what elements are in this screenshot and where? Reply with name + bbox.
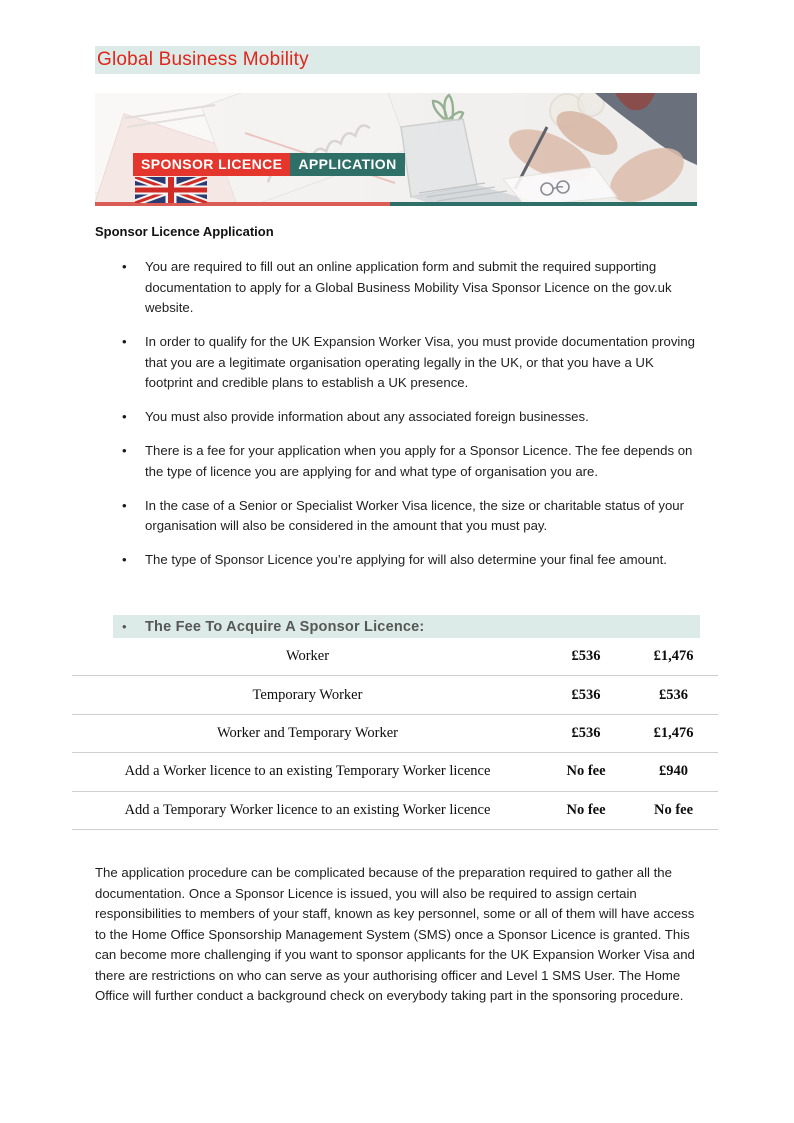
section-heading: Sponsor Licence Application xyxy=(95,224,274,239)
fee-value: £940 xyxy=(659,763,688,780)
fee-section-title: The Fee To Acquire A Sponsor Licence: xyxy=(145,618,425,635)
bullet-icon: • xyxy=(122,409,127,424)
bullet-text: The type of Sponsor Licence you’re applying for will also determine your final fee amount. xyxy=(145,552,667,567)
page-title: Global Business Mobility xyxy=(97,49,309,70)
table-row xyxy=(72,676,718,714)
fee-row-label: Temporary Worker xyxy=(252,686,363,703)
list-item xyxy=(95,550,705,571)
table-row xyxy=(72,753,718,791)
bullet-icon: • xyxy=(122,443,127,458)
list-item xyxy=(95,407,705,428)
fee-row-label: Add a Worker licence to an existing Temporary Worker licence xyxy=(124,763,491,780)
banner-label-sponsor-licence: SPONSOR LICENCE xyxy=(133,153,290,176)
bullet-icon: • xyxy=(122,619,127,634)
fee-value: £536 xyxy=(571,686,601,703)
list-item xyxy=(95,257,705,319)
banner-label-application: APPLICATION xyxy=(290,153,404,176)
fee-value: £1,476 xyxy=(653,648,694,665)
bullet-text: You are required to fill out an online application form and submit the required supporting documentation to apply for a Global Business Mobility Visa Sponsor Licence on the gov.uk website. xyxy=(145,259,672,315)
fee-section-header xyxy=(113,615,700,638)
fee-value: £536 xyxy=(571,724,601,741)
bullet-icon: • xyxy=(122,497,127,513)
union-jack-flag-icon xyxy=(135,177,207,203)
list-item xyxy=(95,332,705,394)
closing-paragraph: The application procedure can be complicated because of the preparation required to gather all the documentation. Once a Sponsor Licence is issued, you will also be required to assign certain responsibilities to members of your staff, known as key personnel, some or all of them will have access to the Home Office Sponsorship Management System (SMS) once a Sponsor Licence is granted. This can become more challenging if you want to sponsor applicants for the UK Expansion Worker Visa and there are restrictions on who can serve as your authorising officer and Level 1 SMS User. The Home Office will further conduct a background check on everybody taking part in the sponsoring procedure. xyxy=(95,865,695,1003)
bullet-icon: • xyxy=(122,334,127,349)
bullet-text: In order to qualify for the UK Expansion Worker Visa, you must provide documentation proving that you are a legitimate organisation operating legally in the UK, or that you have a UK footprint and credible plans to establish a UK presence. xyxy=(145,334,696,390)
banner-label xyxy=(133,153,405,176)
table-row xyxy=(72,638,718,676)
table-row xyxy=(72,715,718,753)
fee-value: No fee xyxy=(653,801,694,818)
fee-value: No fee xyxy=(566,763,606,780)
bullet-text: You must also provide information about any associated foreign businesses. xyxy=(145,409,589,424)
list-item xyxy=(95,496,705,537)
bullet-icon: • xyxy=(122,552,127,567)
bullet-list xyxy=(95,257,705,584)
page-title-bar xyxy=(95,46,700,74)
bullet-text: There is a fee for your application when you apply for a Sponsor Licence. The fee depends on the type of licence you are applying for and what type of organisation you are. xyxy=(145,443,693,479)
list-item xyxy=(95,441,705,482)
fee-value: £1,476 xyxy=(653,724,694,741)
fee-row-label: Worker and Temporary Worker xyxy=(217,724,398,741)
fee-row-label: Add a Temporary Worker licence to an existing Worker licence xyxy=(124,801,491,818)
fee-row-label: Worker xyxy=(285,648,330,665)
fee-value: £536 xyxy=(659,686,688,703)
fee-value: No fee xyxy=(566,801,606,818)
bullet-icon: • xyxy=(122,259,127,274)
table-row xyxy=(72,792,718,830)
bullet-text: In the case of a Senior or Specialist Worker Visa licence, the size or charitable status of your organisation will also be considered in the amount that you must pay. xyxy=(145,497,684,533)
fee-value: £536 xyxy=(571,648,601,665)
banner-image xyxy=(95,93,697,206)
fee-table xyxy=(72,638,718,830)
